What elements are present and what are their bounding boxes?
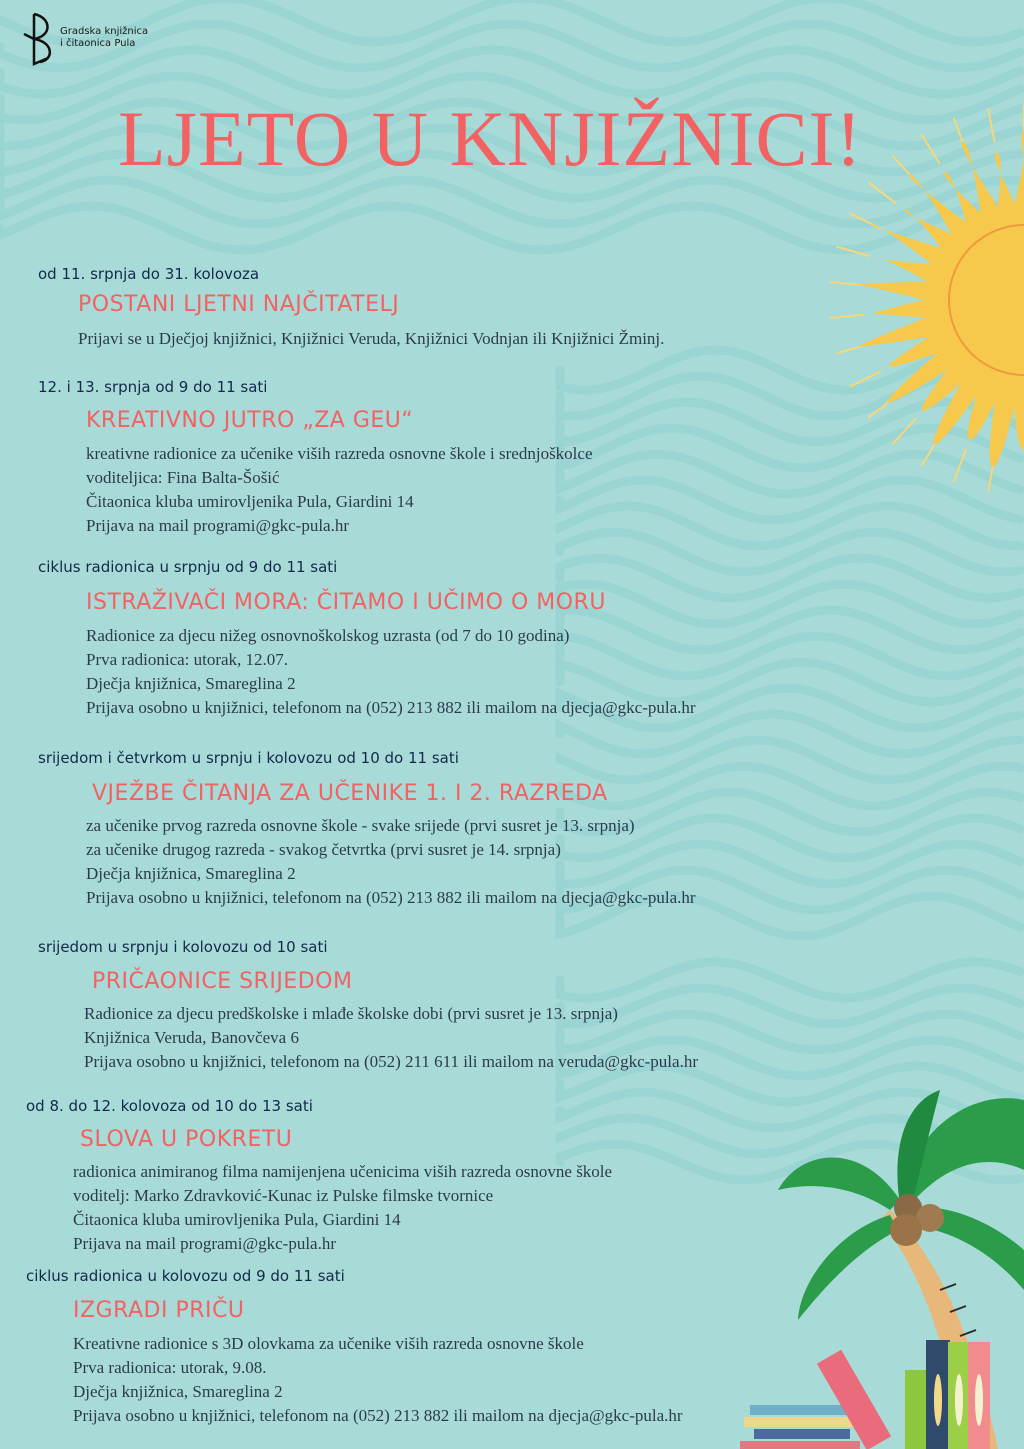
event-heading: IZGRADI PRIČU (73, 1298, 245, 1323)
sun-ray-thin (836, 247, 870, 257)
sun-ray-thin (954, 449, 967, 482)
event-detail-line: Čitaonica kluba umirovljenika Pula, Giardini 14 (86, 492, 414, 511)
event-detail-line: Prijavi se u Dječjoj knjižnici, Knjižnici Veruda, Knjižnici Vodnjan ili Knjižnici Žminj. (78, 329, 665, 348)
sun-ray (874, 298, 936, 319)
palm-tree-illustration (740, 1080, 1024, 1449)
event-heading: POSTANI LJETNI NAJČITATELJ (78, 292, 400, 317)
event-detail-line: Radionice za djecu predškolske i mlađe školske dobi (prvi susret je 13. srpnja) (84, 1004, 618, 1023)
event-detail-line: voditeljica: Fina Balta-Šošić (86, 468, 280, 487)
event-date: 12. i 13. srpnja od 9 do 11 sati (38, 378, 268, 396)
logo-line-2: i čitaonica Pula (60, 38, 136, 49)
wave-line (0, 50, 1020, 94)
event-details (78, 327, 664, 351)
sun-ray (854, 281, 936, 302)
logo-line-1: Gradska knjižnica (60, 26, 149, 37)
event-details (86, 814, 696, 910)
sun-ray-thin (868, 182, 896, 203)
sun-ray-thin (921, 134, 939, 164)
event-detail-line: Radionice za djecu nižeg osnovnoškolskog uzrasta (od 7 do 10 godina) (86, 626, 570, 645)
sun-ray-thin (988, 108, 994, 142)
event-date: srijedom i četvrkom u srpnju i kolovozu od 10 do 11 sati (38, 749, 459, 767)
library-logo (20, 12, 150, 72)
event-detail-line: Čitaonica kluba umirovljenika Pula, Giardini 14 (73, 1210, 401, 1229)
sun-illustration (820, 90, 1024, 500)
event-details (73, 1160, 612, 1256)
sun-ray-thin (849, 371, 880, 387)
event-detail-line: Knjižnica Veruda, Banovčeva 6 (84, 1028, 299, 1047)
event-detail-line: Dječja knjižnica, Smareglina 2 (73, 1382, 283, 1401)
event-detail-line: Dječja knjižnica, Smareglina 2 (86, 864, 296, 883)
event-date: srijedom u srpnju i kolovozu od 10 sati (38, 938, 328, 956)
event-detail-line: za učenike prvog razreda osnovne škole - svake srijede (prvi susret je 13. srpnja) (86, 816, 635, 835)
event-detail-line: Prijava na mail programi@gkc-pula.hr (73, 1234, 337, 1253)
sun-ray-thin (830, 315, 865, 318)
logo-text (60, 26, 148, 50)
sun-ray (1013, 130, 1024, 211)
event-heading: VJEŽBE ČITANJA ZA UČENIKE 1. I 2. RAZREDA (92, 781, 608, 806)
book-stack-icon (740, 1340, 990, 1449)
event-heading: SLOVA U POKRETU (80, 1127, 293, 1152)
sun-ray-thin (893, 418, 917, 444)
event-details (84, 1002, 698, 1074)
wave-line (560, 506, 1020, 546)
event-details (73, 1332, 683, 1428)
event-heading: PRIČAONICE SRIJEDOM (92, 969, 353, 994)
event-detail-line: Prijava osobno u knjižnici, telefonom na (052) 213 882 ili mailom na djecja@gkc-pula.hr (73, 1406, 683, 1425)
event-date: ciklus radionica u srpnju od 9 do 11 sati (38, 558, 338, 576)
event-detail-line: Prijava osobno u knjižnici, telefonom na (052) 211 611 ili mailom na veruda@gkc-pula.hr (84, 1052, 698, 1071)
event-details (86, 624, 696, 720)
event-detail-line: voditelj: Marko Zdravković-Kunac iz Pulske filmske tvornice (73, 1186, 494, 1205)
event-date: ciklus radionica u kolovozu od 9 do 11 sati (26, 1267, 345, 1285)
page-title: LJETO U KNJIŽNICI! (118, 95, 863, 182)
event-date: od 8. do 12. kolovoza od 10 do 13 sati (26, 1097, 313, 1115)
event-detail-line: radionica animiranog filma namijenjena učenicima viših razreda osnovne škole (73, 1162, 613, 1181)
event-details (86, 442, 593, 538)
event-detail-line: Prijava osobno u knjižnici, telefonom na (052) 213 882 ili mailom na djecja@gkc-pula.hr (86, 888, 696, 907)
event-date: od 11. srpnja do 31. kolovoza (38, 265, 260, 283)
event-detail-line: Prva radionica: utorak, 9.08. (73, 1358, 267, 1377)
event-detail-line: kreativne radionice za učenike viših razreda osnovne škole i srednjoškolce (86, 444, 593, 463)
event-detail-line: Prijava osobno u knjižnici, telefonom na (052) 213 882 ili mailom na djecja@gkc-pula.hr (86, 698, 696, 717)
event-heading: KREATIVNO JUTRO „ZA GEU“ (86, 408, 414, 433)
event-detail-line: Dječja knjižnica, Smareglina 2 (86, 674, 296, 693)
event-detail-line: za učenike drugog razreda - svakog četvrtka (prvi susret je 14. srpnja) (86, 840, 561, 859)
event-detail-line: Prijava na mail programi@gkc-pula.hr (86, 516, 350, 535)
event-detail-line: Prva radionica: utorak, 12.07. (86, 650, 289, 669)
event-detail-line: Kreativne radionice s 3D olovkama za učenike viših razreda osnovne škole (73, 1334, 584, 1353)
logo-mark-icon (20, 12, 60, 70)
event-heading: ISTRAŽIVAČI MORA: ČITAMO I UČIMO O MORU (86, 590, 606, 615)
